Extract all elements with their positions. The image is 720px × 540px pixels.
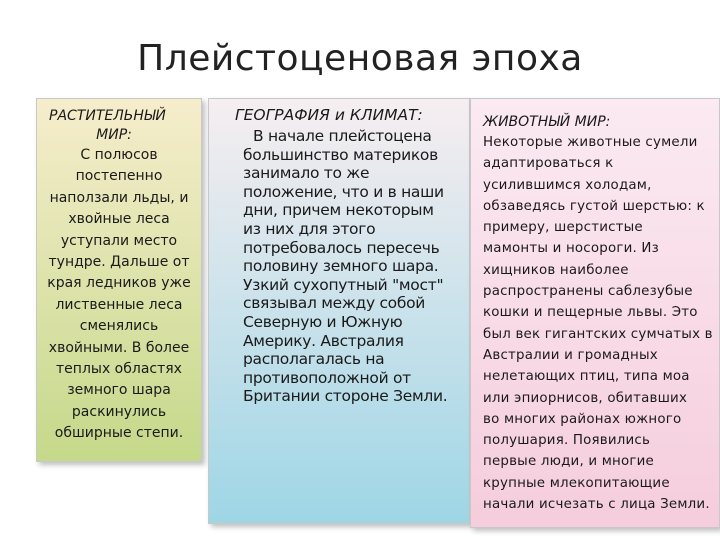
geography-text-line: занимало то же [243, 164, 370, 183]
geography-text-line: В начале плейстоцена [253, 127, 432, 145]
geography-text-line: Британии стороне Земли. [243, 387, 448, 406]
plants-text: С полюсов постепенно наползали льды, и хвойные леса уступали место тундре. Дальше от края ледников уже лиственные леса сменялись хвойными. В более теплых областях земного шара раскинулись обширные степи. [47, 147, 191, 442]
geography-text-line: Северную и Южную [243, 312, 403, 331]
animals-text-line: во многих районах южного [483, 411, 682, 427]
animals-text-line: усилившимся холодам, [483, 177, 652, 193]
animals-text-line: был век гигантских сумчатых в [483, 326, 713, 342]
animals-text-line: Австралии и громадных [483, 347, 658, 363]
geography-text-line: половину земного шара. [243, 257, 439, 276]
geography-text-line: располагалась на [243, 350, 385, 369]
geography-text [217, 127, 463, 406]
geography-text-line: противоположной от [243, 368, 411, 387]
plants-heading [45, 107, 193, 145]
geography-text-line: Узкий сухопутный "мост" [243, 275, 444, 294]
animals-text-line: мамонты и носороги. Из [483, 241, 659, 257]
plants-heading-line2: МИР: [96, 127, 132, 143]
geography-text-line: положение, что и в наши [243, 182, 444, 201]
animals-text-line: или эпиорнисов, обитавших [483, 390, 688, 406]
animals-text-line: крупные млекопитающие [483, 475, 670, 491]
animals-text-line: начали исчезать с лица Земли. [483, 497, 710, 513]
animals-text-line: примеру, шерстистые [483, 220, 643, 236]
animals-text-line: адаптироваться к [483, 156, 614, 172]
animals-text-line: распространены саблезубые [483, 284, 693, 300]
animals-text-line: первые люди, и многие [483, 454, 654, 470]
animals-text-line: Некоторые животные сумели [483, 135, 698, 150]
animals-text [483, 132, 715, 515]
geography-text-line: из них для этого [243, 219, 376, 238]
slide-title: Плейстоценовая эпоха [137, 38, 583, 79]
geography-text-line: большинство материков [243, 145, 438, 164]
animals-card [470, 98, 720, 528]
animals-text-line: полушария. Появились [483, 433, 651, 449]
geography-text-line: дни, причем некоторым [243, 201, 434, 220]
plants-card [36, 98, 202, 462]
animals-text-line: нелетающих птиц, типа моа [483, 369, 690, 385]
geography-text-line: Америку. Австралия [243, 331, 404, 350]
geography-text-line: потребовалось пересечь [243, 238, 440, 257]
animals-text-line: кошки и пещерные львы. Это [483, 305, 698, 321]
geography-card [208, 98, 470, 524]
plants-heading-line1: РАСТИТЕЛЬНЫЙ [49, 108, 166, 124]
geography-text-line: связывал между собой [243, 294, 426, 313]
geography-heading: ГЕОГРАФИЯ и КЛИМАТ: [235, 106, 423, 124]
animals-heading: ЖИВОТНЫЙ МИР: [483, 114, 611, 130]
animals-text-line: обзаведясь густой шерстью: к [483, 198, 705, 214]
animals-text-line: хищников наиболее [483, 262, 629, 278]
